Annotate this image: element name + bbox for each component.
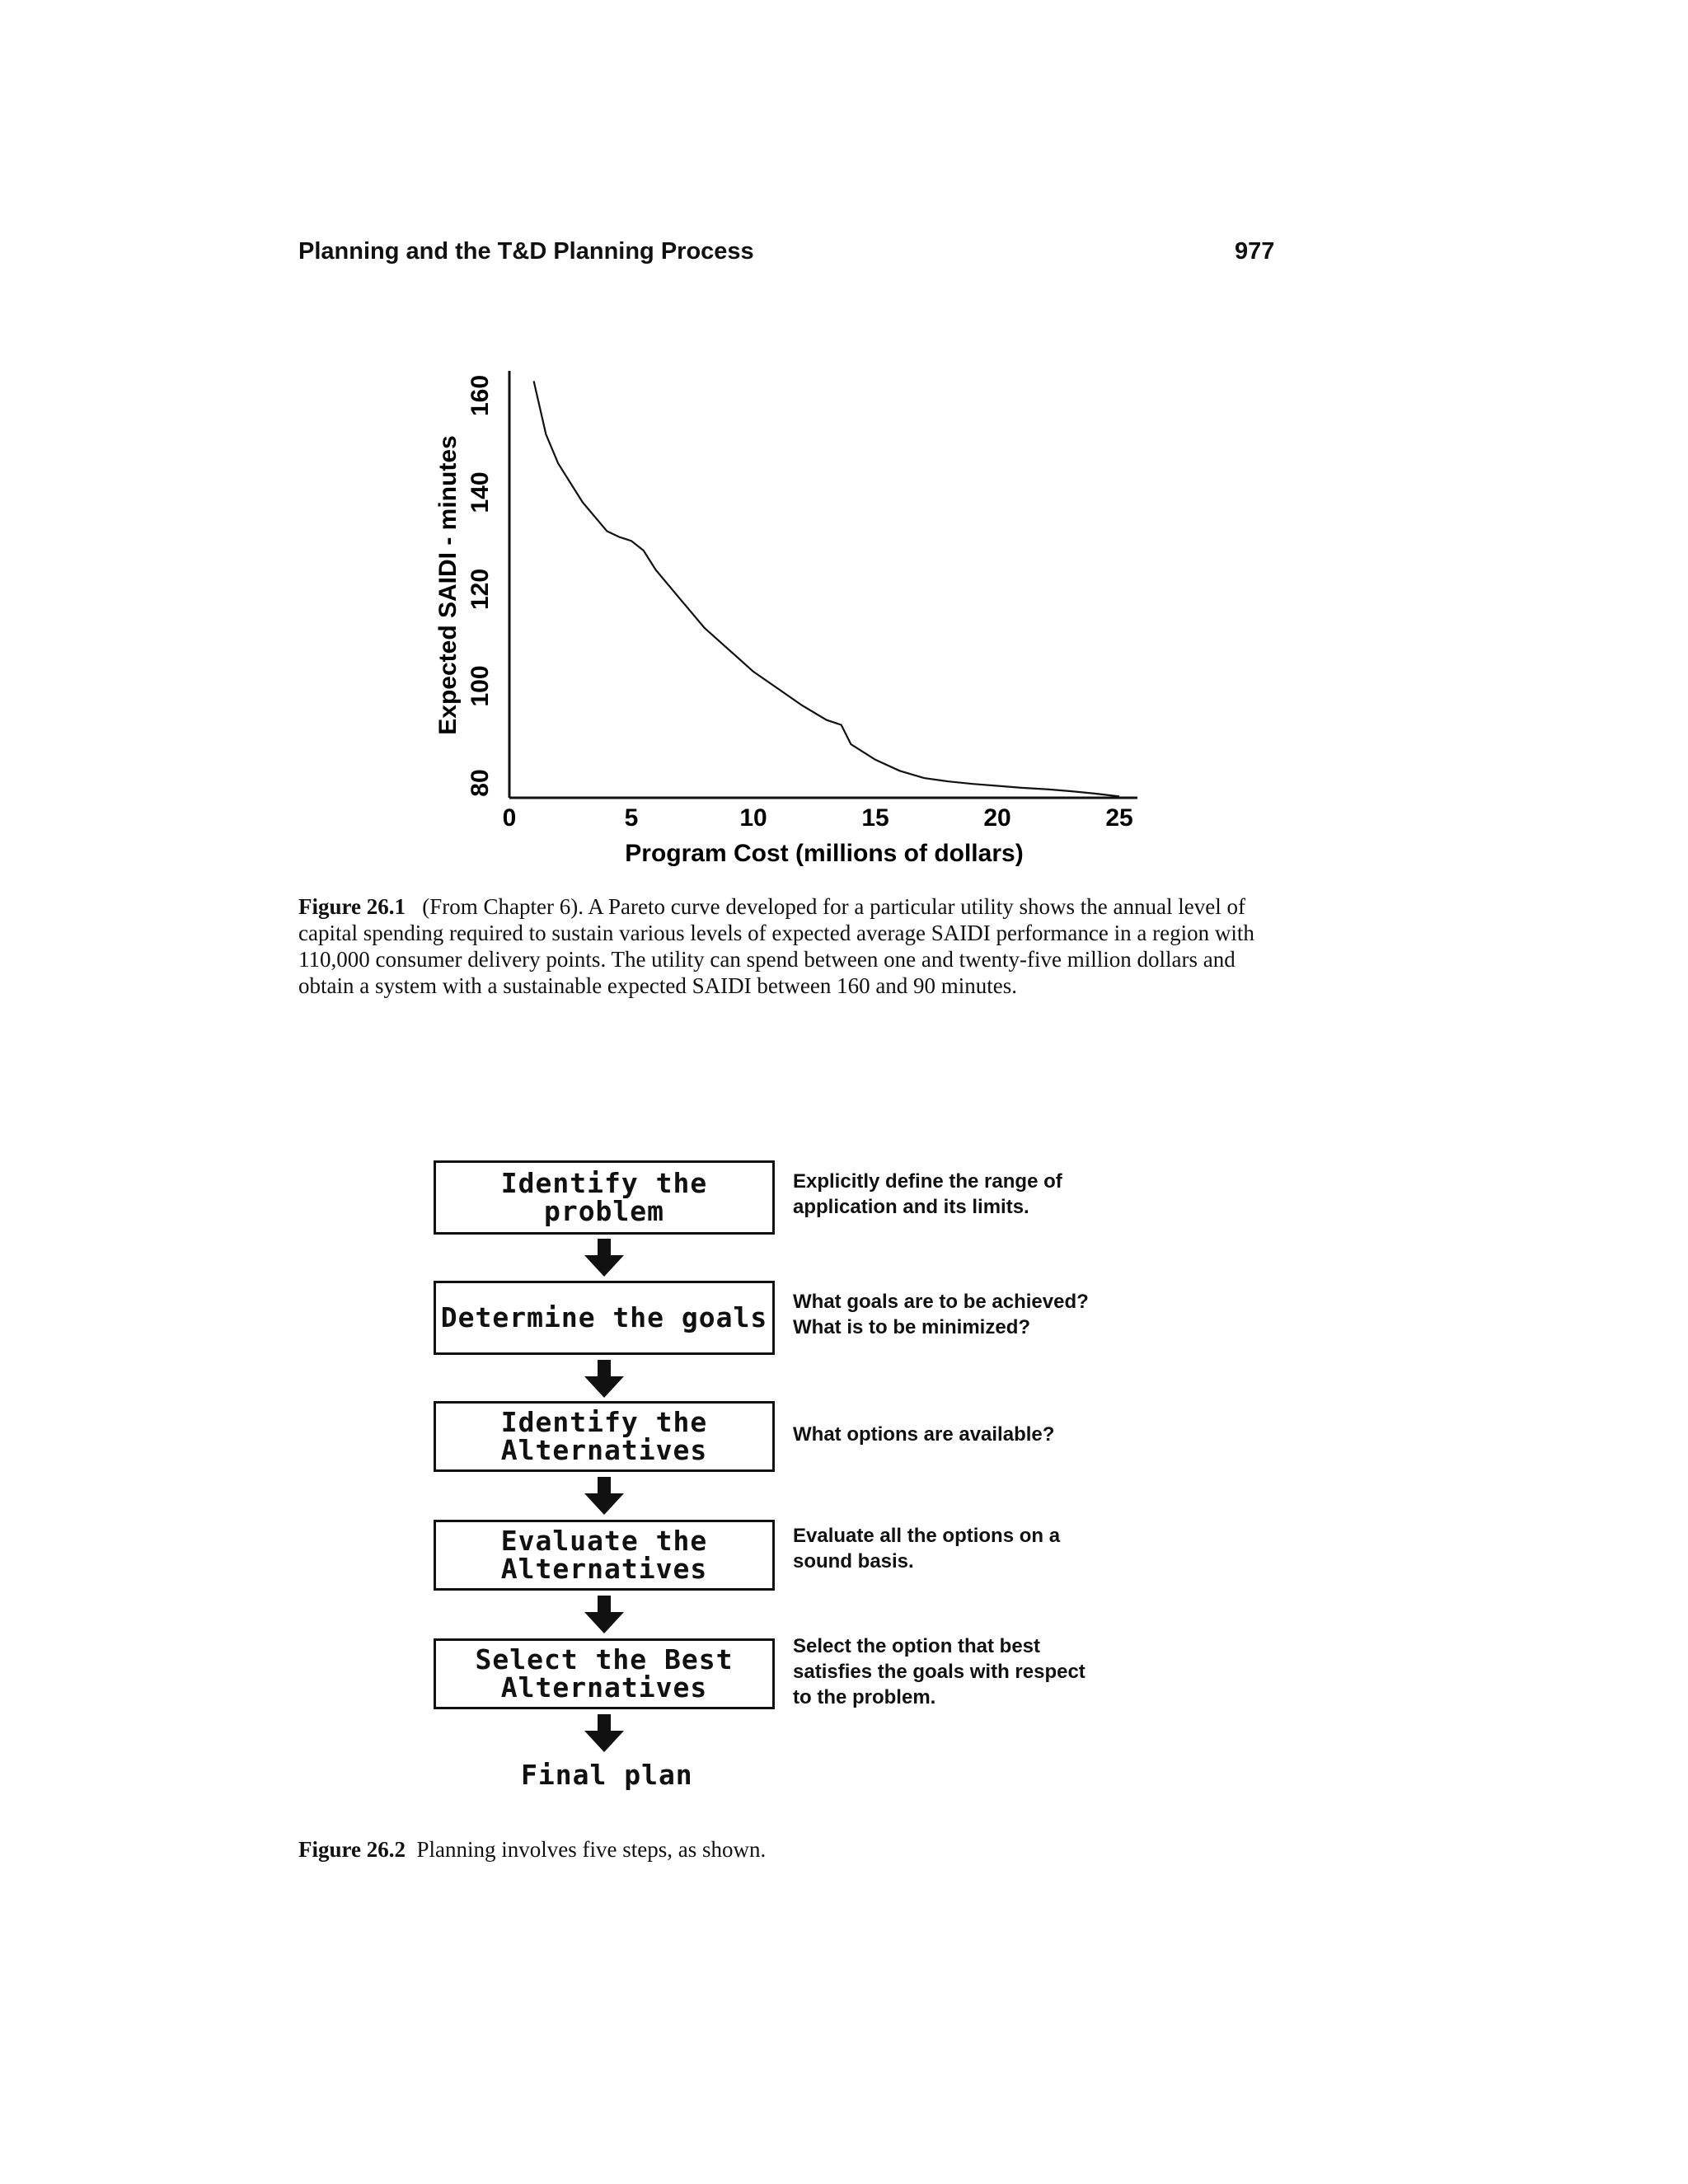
x-axis-label: Program Cost (millions of dollars) xyxy=(625,840,1024,867)
arrow-down-icon xyxy=(584,1360,624,1398)
step-evaluate-alternatives-box: Evaluate the Alternatives xyxy=(434,1520,775,1591)
figure-26-2-label: Figure 26.2 xyxy=(298,1837,406,1862)
x-tick-label: 0 xyxy=(502,804,517,832)
figure-26-1-text: (From Chapter 6). A Pareto curve developed for a particular utility shows the annual level of capital spending required to sustain various levels of expected average SAIDI performance in a region with 110,000 consumer delivery points. The utility can spend between one and twenty-five million dollars and obtain a system with a sustainable expected SAIDI between 160 and 90 minutes. xyxy=(298,894,1254,998)
final-plan-label: Final plan xyxy=(521,1759,693,1791)
figure-26-2-text: Planning involves five steps, as shown. xyxy=(416,1837,767,1862)
step-select-best-box: Select the Best Alternatives xyxy=(434,1638,775,1709)
figure-26-2-caption xyxy=(298,1836,766,1863)
running-title: Planning and the T&D Planning Process xyxy=(298,238,754,265)
arrow-down-icon xyxy=(584,1714,624,1752)
figure-26-1-label: Figure 26.1 xyxy=(298,894,406,919)
x-tick-label: 5 xyxy=(624,804,639,832)
arrow-down-icon xyxy=(584,1477,624,1515)
arrow-down-icon xyxy=(584,1596,624,1633)
step-determine-goals-box: Determine the goals xyxy=(434,1281,775,1355)
step-identify-alternatives-note: What options are available? xyxy=(793,1423,1055,1446)
x-tick-label: 20 xyxy=(983,804,1011,832)
y-tick-label: 80 xyxy=(467,769,494,797)
y-axis-label: Expected SAIDI - minutes xyxy=(434,435,462,735)
x-tick-label: 25 xyxy=(1105,804,1133,832)
page-number: 977 xyxy=(1235,238,1275,265)
arrow-down-icon xyxy=(584,1239,624,1277)
x-tick-label: 10 xyxy=(739,804,767,832)
y-tick-label: 100 xyxy=(467,665,494,707)
x-tick-label: 15 xyxy=(861,804,889,832)
y-tick-label: 120 xyxy=(467,568,494,611)
step-identify-problem-note: Explicitly define the range of application and its limits. xyxy=(793,1170,1062,1218)
y-tick-label: 140 xyxy=(467,471,494,513)
step-determine-goals-note: What goals are to be achieved? What is to be minimized? xyxy=(793,1291,1089,1338)
step-evaluate-alternatives-note: Evaluate all the options on a sound basis. xyxy=(793,1525,1061,1572)
step-select-best-note: Select the option that best satisfies the goals with respect to the problem. xyxy=(793,1635,1085,1708)
step-identify-alternatives-box: Identify the Alternatives xyxy=(434,1401,775,1472)
step-identify-problem-box: Identify the problem xyxy=(434,1160,775,1235)
y-tick-label: 160 xyxy=(467,374,494,417)
